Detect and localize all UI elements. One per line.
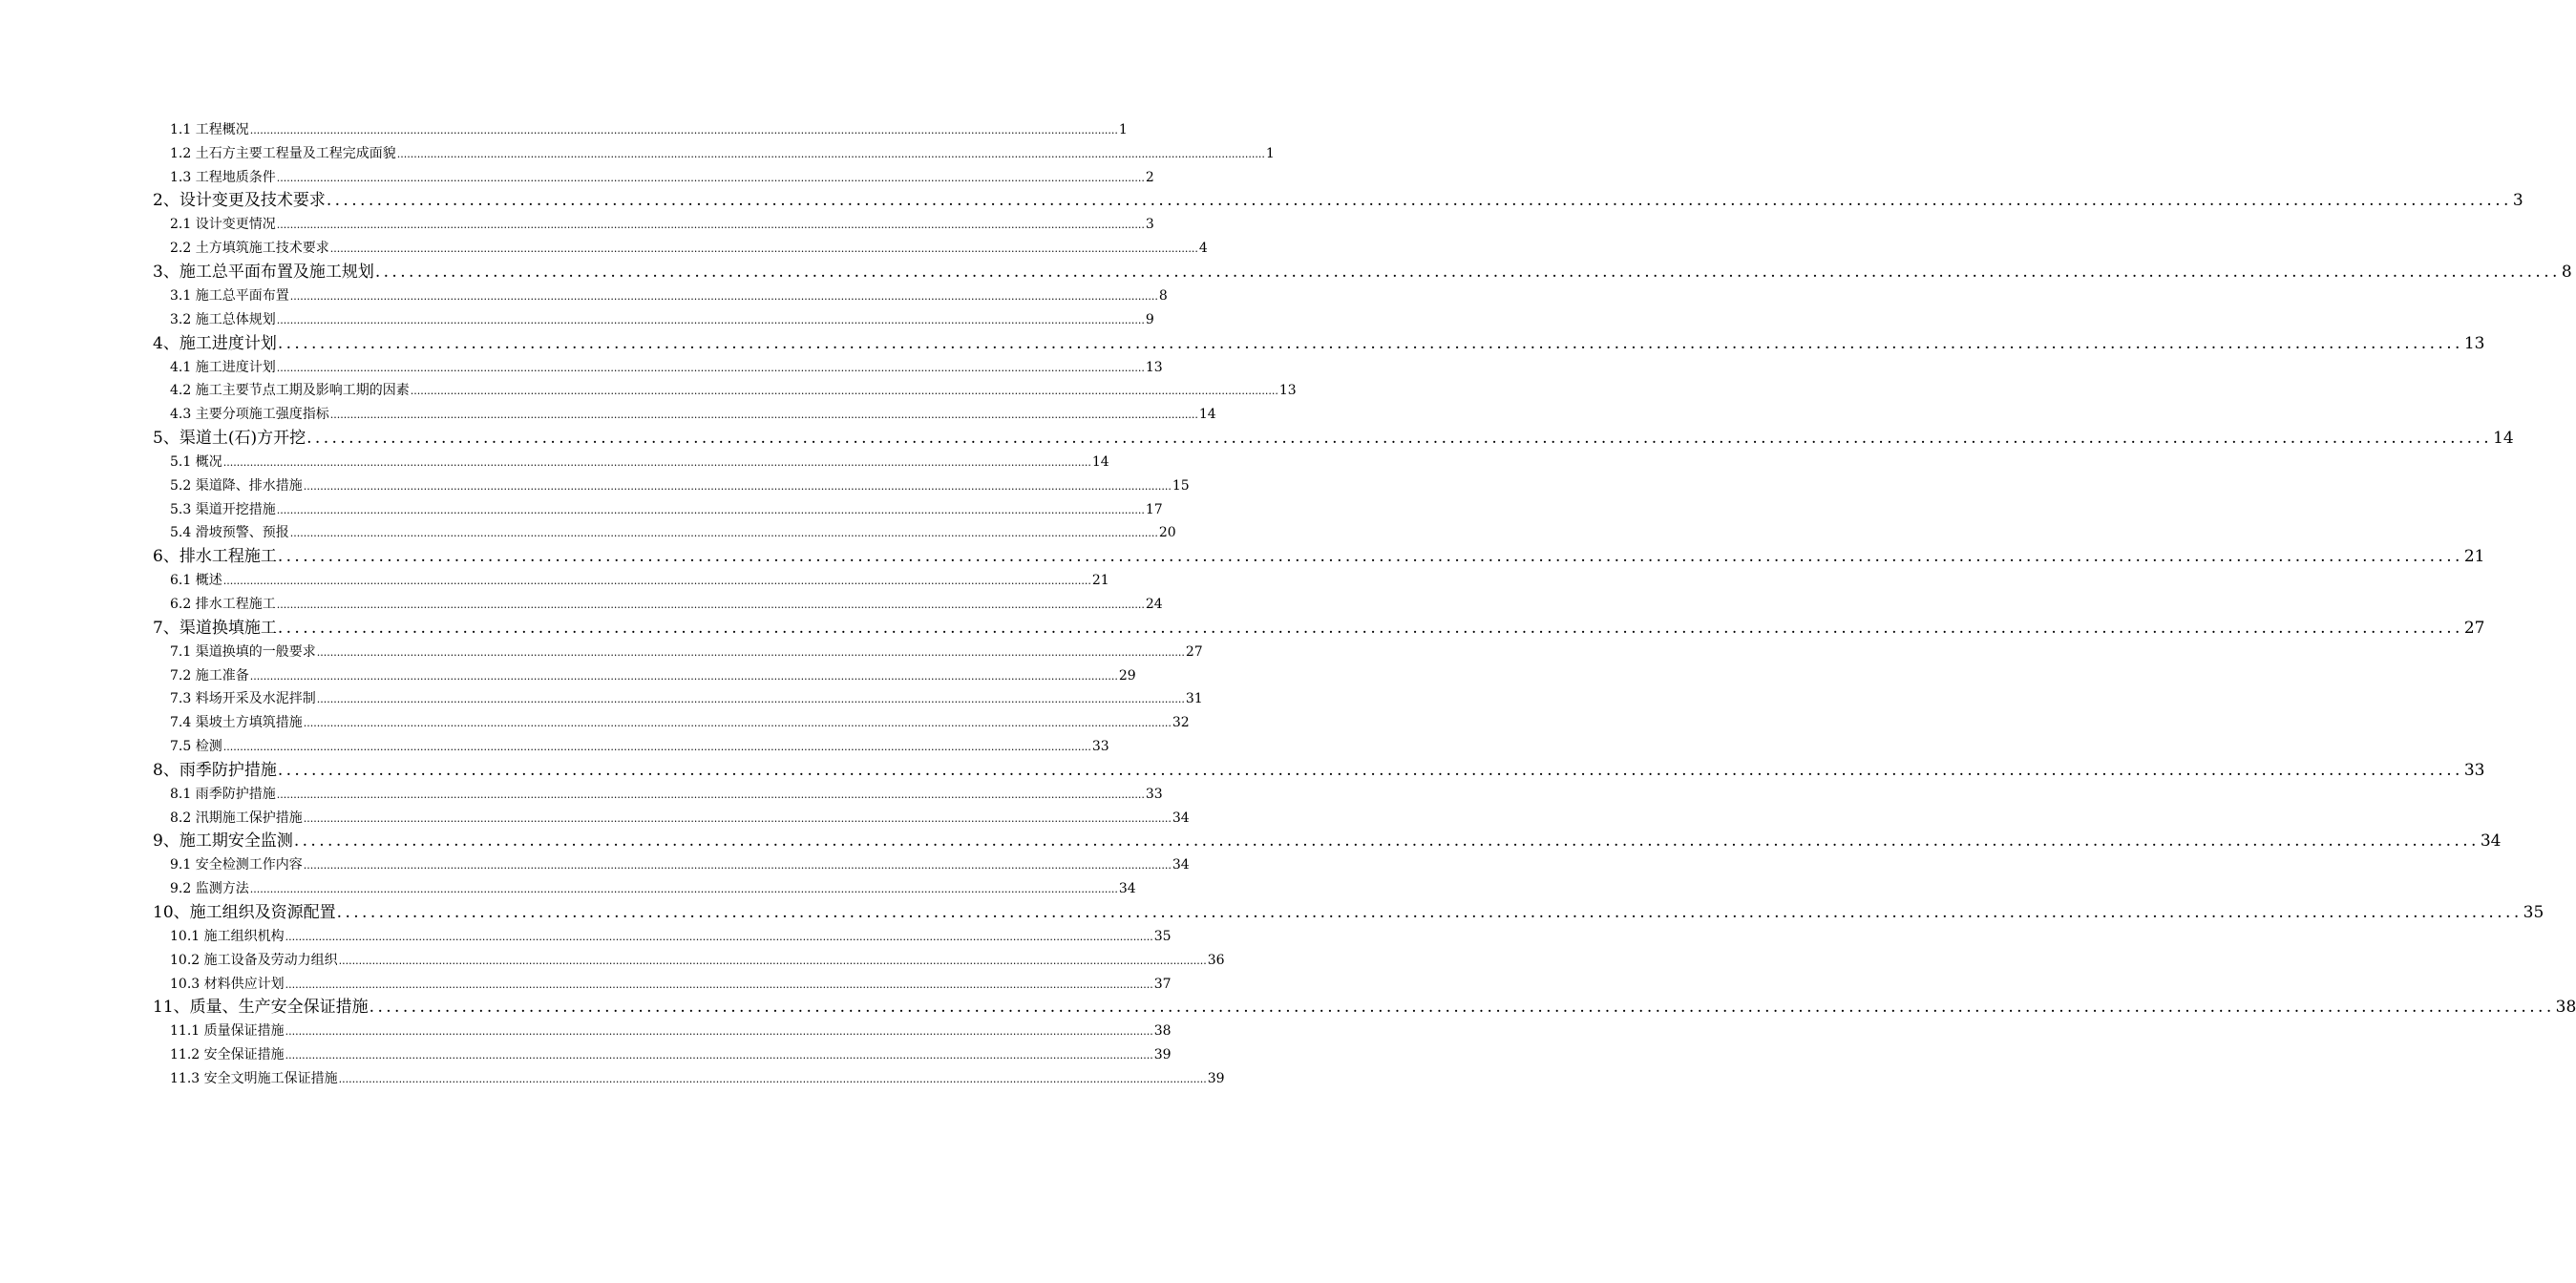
toc-section-entry[interactable] [153, 142, 1275, 166]
toc-section-entry[interactable] [153, 356, 1163, 380]
toc-page-number: 21 [2463, 547, 2485, 567]
toc-entry-title: 9.2 监测方法 [170, 881, 249, 897]
toc-section-entry[interactable] [153, 474, 1190, 498]
toc-entry-title: 3.1 施工总平面布置 [170, 287, 289, 304]
toc-entry-title: 4.1 施工进度计划 [170, 359, 276, 375]
toc-dot-leader: .................................................................................................................................................................................................................................................................... [289, 289, 1158, 303]
toc-page-number: 37 [1153, 976, 1172, 992]
toc-dot-leader: .................................................................................................................................................................................................................................................................... [303, 811, 1172, 825]
toc-page-number: 13 [1145, 359, 1163, 375]
toc-dot-leader: .................................................................................................................................................................................................................................................................... [276, 503, 1145, 516]
toc-dot-leader: .................................................................................................................................................................................................................................................................... [285, 978, 1153, 991]
toc-dot-leader: .................................................................................................................................................................................................................................................................... [410, 385, 1278, 398]
toc-page-number: 33 [1145, 786, 1163, 802]
toc-page-number: 29 [1118, 667, 1136, 684]
toc-section-entry[interactable] [153, 403, 1216, 427]
toc-section-entry[interactable] [153, 687, 1203, 711]
toc-page-number: 14 [2493, 428, 2514, 448]
toc-entry-title: 10.3 材料供应计划 [170, 976, 285, 992]
toc-dot-leader: .................................................................................................................................................................................................................................................................... [396, 147, 1265, 160]
toc-dot-leader: .................................................................................................................................................................................................................................................................... [329, 242, 1198, 256]
toc-page-number: 13 [2463, 333, 2485, 353]
toc-entry-title: 7.4 渠坡土方填筑措施 [170, 715, 303, 731]
toc-entry-title: 7.2 施工准备 [170, 667, 249, 684]
toc-dot-leader: .................................................................................................................................................................................................................................................................... [306, 428, 2493, 448]
toc-entry-title: 4、施工进度计划 [153, 333, 277, 353]
toc-section-entry[interactable] [153, 166, 1154, 190]
toc-entry-title: 7、渠道换填施工 [153, 618, 277, 638]
toc-page-number: 36 [1207, 952, 1225, 968]
toc-entry-title: 11、质量、生产安全保证措施 [153, 998, 369, 1018]
toc-page-number: 1 [1118, 122, 1128, 137]
toc-dot-leader: .................................................................................................................................................................................................................................................................... [285, 1025, 1153, 1039]
toc-dot-leader: .................................................................................................................................................................................................................................................................... [329, 409, 1198, 422]
toc-dot-leader: .................................................................................................................................................................................................................................................................... [338, 1072, 1207, 1085]
toc-entry-title: 1.3 工程地质条件 [170, 169, 276, 185]
toc-page-number: 14 [1198, 407, 1216, 423]
toc-dot-leader: .................................................................................................................................................................................................................................................................... [303, 479, 1172, 493]
toc-page-number: 34 [2480, 831, 2502, 852]
toc-dot-leader: .................................................................................................................................................................................................................................................................... [277, 760, 2463, 780]
toc-section-entry[interactable] [153, 641, 1203, 664]
toc-entry-title: 8.1 雨季防护措施 [170, 786, 276, 802]
table-of-contents [153, 118, 2576, 1091]
toc-page-number: 13 [1278, 383, 1297, 399]
toc-entry-title: 8、雨季防护措施 [153, 760, 277, 780]
toc-page-number: 34 [1172, 857, 1190, 873]
toc-page-number: 35 [1153, 928, 1172, 944]
toc-page-number: 1 [1265, 145, 1275, 161]
toc-page-number: 34 [1172, 810, 1190, 826]
toc-entry-title: 4.2 施工主要节点工期及影响工期的因素 [170, 383, 410, 399]
toc-dot-leader: .................................................................................................................................................................................................................................................................... [316, 645, 1185, 659]
toc-chapter-entry[interactable] [153, 759, 2485, 783]
toc-section-entry[interactable] [153, 451, 1109, 474]
toc-page-number: 2 [1145, 169, 1154, 185]
toc-page-number: 3 [1145, 217, 1154, 233]
toc-page-number: 15 [1172, 477, 1190, 494]
toc-page-number: 4 [1198, 241, 1208, 257]
toc-entry-title: 9、施工期安全监测 [153, 831, 293, 852]
toc-entry-title: 10.1 施工组织机构 [170, 928, 285, 944]
toc-section-entry[interactable] [153, 949, 1225, 973]
toc-section-entry[interactable] [153, 118, 1128, 142]
toc-section-entry[interactable] [153, 853, 1190, 877]
toc-page-number: 20 [1158, 525, 1176, 541]
toc-section-entry[interactable] [153, 807, 1190, 831]
toc-entry-title: 3、施工总平面布置及施工规划 [153, 262, 374, 282]
toc-chapter-entry[interactable] [153, 427, 2514, 451]
toc-section-entry[interactable] [153, 783, 1163, 807]
toc-section-entry[interactable] [153, 735, 1109, 759]
toc-dot-leader: .................................................................................................................................................................................................................................................................... [293, 831, 2480, 852]
toc-entry-title: 5.2 渠道降、排水措施 [170, 477, 303, 494]
toc-dot-leader: .................................................................................................................................................................................................................................................................... [338, 954, 1207, 967]
toc-dot-leader: .................................................................................................................................................................................................................................................................... [249, 883, 1118, 896]
toc-section-entry[interactable] [153, 308, 1154, 332]
toc-chapter-entry[interactable] [153, 545, 2485, 569]
toc-dot-leader: .................................................................................................................................................................................................................................................................... [276, 788, 1145, 801]
toc-dot-leader: .................................................................................................................................................................................................................................................................... [222, 455, 1091, 469]
toc-dot-leader: .................................................................................................................................................................................................................................................................... [369, 998, 2555, 1018]
toc-entry-title: 5.1 概况 [170, 453, 222, 470]
toc-page-number: 35 [2523, 902, 2544, 922]
toc-section-entry[interactable] [153, 711, 1190, 735]
toc-page-number: 27 [1185, 643, 1203, 660]
toc-entry-title: 7.1 渠道换填的一般要求 [170, 643, 316, 660]
toc-entry-title: 8.2 汛期施工保护措施 [170, 810, 303, 826]
toc-dot-leader: .................................................................................................................................................................................................................................................................... [289, 527, 1158, 540]
toc-page-number: 14 [1091, 453, 1109, 470]
toc-dot-leader: .................................................................................................................................................................................................................................................................... [249, 669, 1118, 683]
toc-entry-title: 5.3 渠道开挖措施 [170, 501, 276, 517]
toc-dot-leader: .................................................................................................................................................................................................................................................................... [276, 219, 1145, 232]
toc-page-number: 8 [1158, 287, 1168, 304]
toc-dot-leader: .................................................................................................................................................................................................................................................................... [285, 930, 1153, 943]
toc-entry-title: 6、排水工程施工 [153, 547, 277, 567]
toc-chapter-entry[interactable] [153, 996, 2576, 1020]
toc-page-number: 21 [1091, 573, 1109, 589]
toc-section-entry[interactable] [153, 664, 1136, 688]
toc-dot-leader: .................................................................................................................................................................................................................................................................... [277, 618, 2463, 638]
toc-section-entry[interactable] [153, 379, 1297, 403]
toc-chapter-entry[interactable] [153, 189, 2523, 213]
toc-page-number: 39 [1207, 1070, 1225, 1086]
toc-entry-title: 1.1 工程概况 [170, 122, 249, 137]
toc-dot-leader: .................................................................................................................................................................................................................................................................... [222, 740, 1091, 753]
toc-section-entry[interactable] [153, 284, 1168, 308]
toc-entry-title: 1.2 土石方主要工程量及工程完成面貌 [170, 145, 396, 161]
toc-section-entry[interactable] [153, 593, 1163, 617]
toc-entry-title: 6.1 概述 [170, 573, 222, 589]
toc-chapter-entry[interactable] [153, 332, 2485, 356]
toc-section-entry[interactable] [153, 237, 1208, 261]
toc-section-entry[interactable] [153, 973, 1172, 997]
toc-dot-leader: .................................................................................................................................................................................................................................................................... [249, 124, 1118, 137]
toc-entry-title: 11.3 安全文明施工保证措施 [170, 1070, 338, 1086]
toc-section-entry[interactable] [153, 1020, 1172, 1043]
toc-page-number: 33 [2463, 760, 2485, 780]
toc-chapter-entry[interactable] [153, 617, 2485, 641]
toc-entry-title: 2.2 土方填筑施工技术要求 [170, 241, 329, 257]
toc-entry-title: 11.1 质量保证措施 [170, 1023, 285, 1040]
toc-entry-title: 10.2 施工设备及劳动力组织 [170, 952, 338, 968]
toc-section-entry[interactable] [153, 925, 1172, 949]
toc-page-number: 31 [1185, 691, 1203, 707]
toc-entry-title: 7.3 料场开采及水泥拌制 [170, 691, 316, 707]
toc-page-number: 8 [2561, 262, 2572, 282]
toc-page-number: 3 [2512, 191, 2523, 211]
toc-entry-title: 9.1 安全检测工作内容 [170, 857, 303, 873]
toc-dot-leader: .................................................................................................................................................................................................................................................................... [326, 191, 2512, 211]
toc-page-number: 38 [1153, 1023, 1172, 1040]
toc-dot-leader: .................................................................................................................................................................................................................................................................... [277, 547, 2463, 567]
toc-entry-title: 2、设计变更及技术要求 [153, 191, 326, 211]
toc-page-number: 32 [1172, 715, 1190, 731]
toc-chapter-entry[interactable] [153, 261, 2572, 284]
toc-page-number: 33 [1091, 738, 1109, 754]
toc-dot-leader: .................................................................................................................................................................................................................................................................... [316, 693, 1185, 706]
toc-dot-leader: .................................................................................................................................................................................................................................................................... [276, 361, 1145, 374]
toc-dot-leader: .................................................................................................................................................................................................................................................................... [276, 171, 1145, 184]
toc-section-entry[interactable] [153, 569, 1109, 593]
toc-page-number: 34 [1118, 881, 1136, 897]
toc-page-number: 17 [1145, 501, 1163, 517]
toc-page-number: 39 [1153, 1047, 1172, 1063]
toc-dot-leader: .................................................................................................................................................................................................................................................................... [336, 902, 2523, 922]
toc-entry-title: 6.2 排水工程施工 [170, 596, 276, 612]
toc-page-number: 9 [1145, 311, 1154, 327]
toc-entry-title: 4.3 主要分项施工强度指标 [170, 407, 329, 423]
toc-dot-leader: .................................................................................................................................................................................................................................................................... [303, 859, 1172, 873]
toc-entry-title: 2.1 设计变更情况 [170, 217, 276, 233]
toc-dot-leader: .................................................................................................................................................................................................................................................................... [222, 575, 1091, 588]
toc-entry-title: 5、渠道土(石)方开挖 [153, 428, 306, 448]
toc-entry-title: 3.2 施工总体规划 [170, 311, 276, 327]
toc-page-number: 24 [1145, 596, 1163, 612]
toc-section-entry[interactable] [153, 521, 1176, 545]
toc-entry-title: 5.4 滑坡预警、预报 [170, 525, 289, 541]
toc-dot-leader: .................................................................................................................................................................................................................................................................... [303, 717, 1172, 730]
toc-chapter-entry[interactable] [153, 901, 2544, 925]
toc-dot-leader: .................................................................................................................................................................................................................................................................... [285, 1049, 1153, 1062]
toc-dot-leader: .................................................................................................................................................................................................................................................................... [276, 598, 1145, 611]
toc-section-entry[interactable] [153, 498, 1163, 522]
toc-dot-leader: .................................................................................................................................................................................................................................................................... [276, 313, 1145, 326]
toc-entry-title: 11.2 安全保证措施 [170, 1047, 285, 1063]
toc-entry-title: 7.5 检测 [170, 738, 222, 754]
toc-section-entry[interactable] [153, 877, 1136, 901]
toc-dot-leader: .................................................................................................................................................................................................................................................................... [277, 333, 2463, 353]
toc-chapter-entry[interactable] [153, 830, 2502, 853]
toc-page-number: 27 [2463, 618, 2485, 638]
toc-section-entry[interactable] [153, 213, 1154, 237]
toc-entry-title: 10、施工组织及资源配置 [153, 902, 336, 922]
toc-section-entry[interactable] [153, 1067, 1225, 1091]
toc-page-number: 38 [2555, 998, 2576, 1018]
toc-section-entry[interactable] [153, 1043, 1172, 1067]
toc-dot-leader: .................................................................................................................................................................................................................................................................... [374, 262, 2561, 282]
